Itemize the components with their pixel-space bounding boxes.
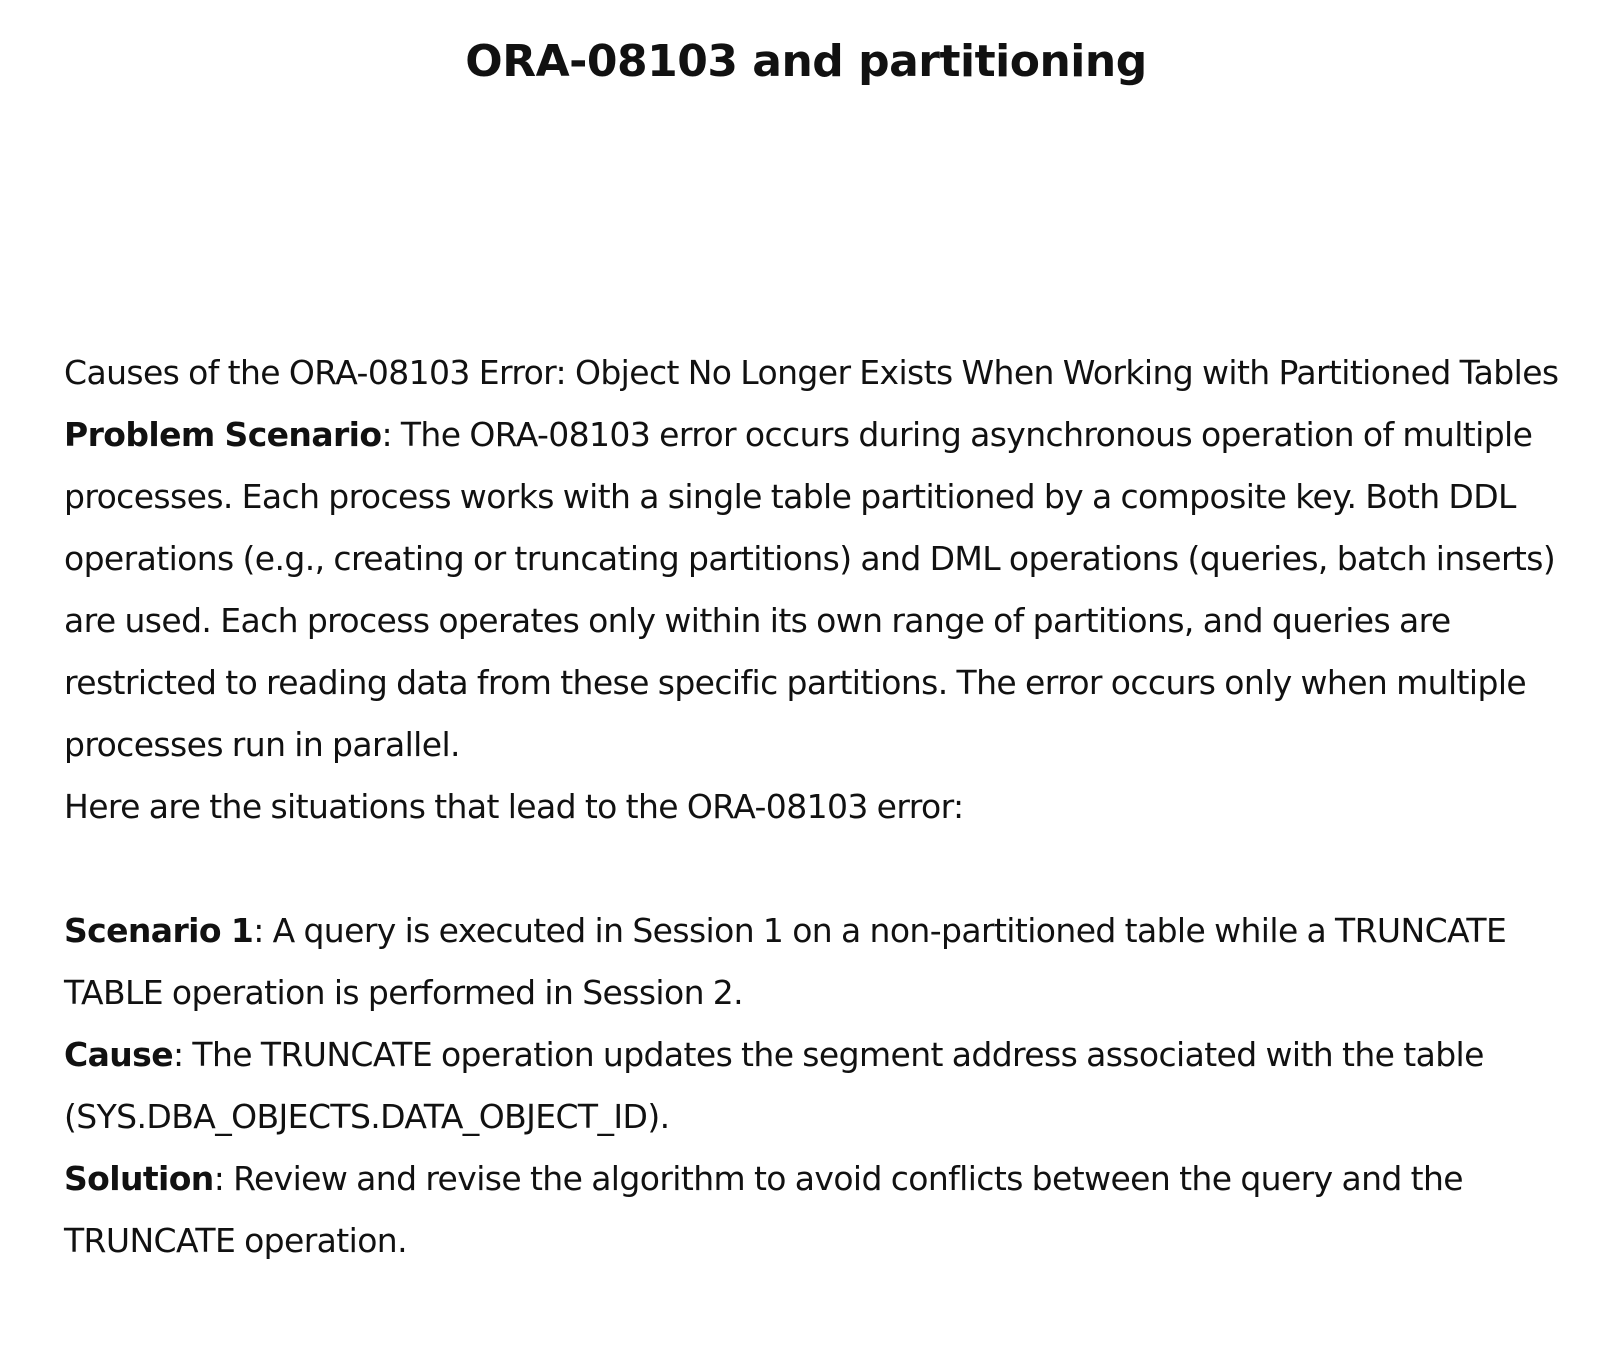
article-body bbox=[64, 342, 1604, 1272]
scenario-1-text: : A query is executed in Session 1 on a non-partitioned table while a TRUNCATE TABLE operation is performed in Session 2. bbox=[64, 911, 1507, 1012]
cause-paragraph bbox=[64, 1024, 1604, 1148]
solution-label: Solution bbox=[64, 1159, 214, 1198]
problem-scenario-paragraph bbox=[64, 404, 1604, 776]
problem-scenario-text: : The ORA-08103 error occurs during asynchronous operation of multiple processes. Each process works with a single table partitioned by a composite key. Both DDL operations (e.g., creating or truncating partitions) and DML operations (queries, batch inserts) are used. Each process operates only within its own range of partitions, and queries are restricted to reading data from these specific partitions. The error occurs only when multiple processes run in parallel. bbox=[64, 415, 1556, 764]
problem-scenario-label: Problem Scenario bbox=[64, 415, 382, 454]
cause-label: Cause bbox=[64, 1035, 174, 1074]
paragraph-spacer bbox=[64, 838, 1604, 900]
cause-text: : The TRUNCATE operation updates the segment address associated with the table (SYS.DBA_OBJECTS.DATA_OBJECT_ID). bbox=[64, 1035, 1484, 1136]
page-title: ORA-08103 and partitioning bbox=[465, 36, 1147, 87]
solution-paragraph bbox=[64, 1148, 1604, 1272]
intro-paragraph: Causes of the ORA-08103 Error: Object No Longer Exists When Working with Partitioned Tables bbox=[64, 353, 1559, 392]
situations-lead-paragraph: Here are the situations that lead to the ORA-08103 error: bbox=[64, 787, 964, 826]
scenario-1-paragraph bbox=[64, 900, 1604, 1024]
scenario-1-label: Scenario 1 bbox=[64, 911, 254, 950]
solution-text: : Review and revise the algorithm to avoid conflicts between the query and the TRUNCATE operation. bbox=[64, 1159, 1463, 1260]
